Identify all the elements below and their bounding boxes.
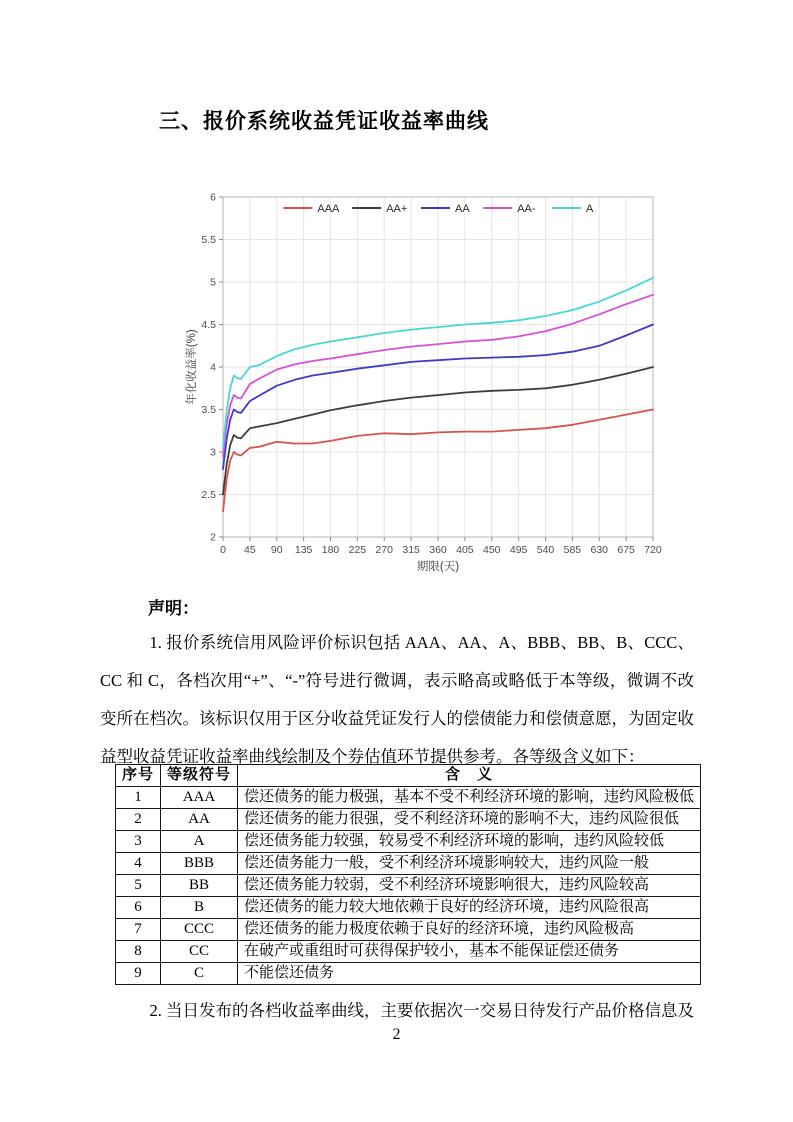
paragraph-curve-basis: 2. 当日发布的各档收益率曲线，主要依据次一交易日待发行产品价格信息及 <box>149 1001 694 1020</box>
table-cell: 4 <box>116 853 161 875</box>
x-tick-label: 0 <box>220 544 226 556</box>
table-row <box>116 875 701 897</box>
y-tick-label: 2 <box>210 531 216 544</box>
table-cell: 3 <box>116 831 161 853</box>
col-header-index: 序号 <box>116 765 161 787</box>
x-tick-label: 90 <box>270 544 283 556</box>
legend-item <box>352 203 407 215</box>
table-cell: 7 <box>116 919 161 941</box>
table-cell: BBB <box>161 853 238 875</box>
x-tick-label: 720 <box>644 544 662 556</box>
table-cell: A <box>161 831 238 853</box>
y-tick-label: 3 <box>210 446 216 459</box>
table-cell: 9 <box>116 963 161 985</box>
table-cell: 6 <box>116 897 161 919</box>
x-tick-label: 225 <box>348 544 367 556</box>
y-tick-label: 6 <box>210 191 216 204</box>
table-cell: AAA <box>161 787 238 809</box>
rating-table <box>115 764 701 985</box>
x-tick-label: 630 <box>590 544 609 556</box>
page-number: 2 <box>392 1026 401 1043</box>
rating-table-header <box>116 765 701 787</box>
y-tick-label: 4.5 <box>201 319 216 331</box>
x-tick-label: 675 <box>617 544 635 556</box>
table-row <box>116 963 701 985</box>
x-tick-label: 270 <box>375 544 394 556</box>
table-cell: AA <box>161 809 238 831</box>
table-cell: 偿还债务的能力极度依赖于良好的经济环境，违约风险极高 <box>238 919 701 941</box>
x-tick-label: 315 <box>402 544 420 556</box>
y-tick-label: 5 <box>210 276 216 289</box>
paragraph-rating-explanation: 1. 报价系统信用风险评价标识包括 AAA、AA、A、BBB、BB、B、CCC、CC 和 C，各档次用“+”、“-”符号进行微调，表示略高或略低于本等级，微调不改变所在档次。该标识仅用于区分收益凭证发行人的偿债能力和偿债意愿，为固定收益型收益凭证收益率曲线绘制及个券估值环节提供参考。各等级含义如下： <box>100 633 694 766</box>
svg-text:AA+: AA+ <box>386 203 408 215</box>
x-tick-label: 405 <box>456 544 474 556</box>
svg-text:AA-: AA- <box>517 203 536 215</box>
y-tick-label: 3.5 <box>201 404 216 416</box>
statement-heading: 声明： <box>148 599 199 618</box>
x-tick-label: 360 <box>429 544 447 556</box>
table-cell: C <box>161 963 238 985</box>
table-cell: 不能偿还债务 <box>238 963 701 985</box>
page-title: 三、报价系统收益凭证收益率曲线 <box>159 110 489 133</box>
table-cell: 偿还债务能力一般，受不利经济环境影响较大，违约风险一般 <box>238 853 701 875</box>
table-row <box>116 787 701 809</box>
x-tick-label: 540 <box>536 544 555 556</box>
table-cell: 偿还债务能力较强，较易受不利经济环境的影响，违约风险较低 <box>238 831 701 853</box>
x-tick-label: 495 <box>509 544 528 556</box>
x-tick-label: 45 <box>244 544 256 556</box>
yield-curve-chart <box>183 188 680 584</box>
svg-text:AAA: AAA <box>317 203 340 215</box>
y-tick-label: 4 <box>210 361 216 374</box>
table-row <box>116 941 701 963</box>
x-axis-label: 期限(天) <box>416 561 460 573</box>
table-cell: 偿还债务的能力很强，受不利经济环境的影响不大，违约风险很低 <box>238 809 701 831</box>
table-cell: B <box>161 897 238 919</box>
x-tick-label: 135 <box>294 544 313 556</box>
table-cell: BB <box>161 875 238 897</box>
yield-curve-chart-svg <box>183 188 680 584</box>
x-tick-label: 180 <box>321 544 340 556</box>
legend-item <box>552 203 594 215</box>
table-cell: 在破产或重组时可获得保护较小，基本不能保证偿还债务 <box>238 941 701 963</box>
table-cell: 2 <box>116 809 161 831</box>
table-row <box>116 853 701 875</box>
table-row <box>116 809 701 831</box>
y-tick-label: 2.5 <box>201 489 216 501</box>
table-cell: 8 <box>116 941 161 963</box>
x-tick-label: 585 <box>563 544 582 556</box>
table-cell: 偿还债务的能力较大地依赖于良好的经济环境，违约风险很高 <box>238 897 701 919</box>
legend-item <box>283 203 340 215</box>
y-tick-label: 5.5 <box>201 234 216 246</box>
table-cell: CC <box>161 941 238 963</box>
table-row <box>116 897 701 919</box>
legend-item <box>483 203 536 215</box>
y-axis-label: 年化收益率(%) <box>186 329 198 405</box>
table-cell: CCC <box>161 919 238 941</box>
svg-text:A: A <box>586 203 594 215</box>
svg-text:AA: AA <box>455 203 470 215</box>
table-row <box>116 831 701 853</box>
table-cell: 偿还债务能力较弱，受不利经济环境影响很大，违约风险较高 <box>238 875 701 897</box>
table-cell: 5 <box>116 875 161 897</box>
legend-item <box>421 203 470 215</box>
table-cell: 1 <box>116 787 161 809</box>
col-header-symbol: 等级符号 <box>161 765 238 787</box>
col-header-meaning: 含 义 <box>238 765 701 787</box>
table-cell: 偿还债务的能力极强，基本不受不利经济环境的影响，违约风险极低 <box>238 787 701 809</box>
x-tick-label: 450 <box>482 544 501 556</box>
table-row <box>116 919 701 941</box>
